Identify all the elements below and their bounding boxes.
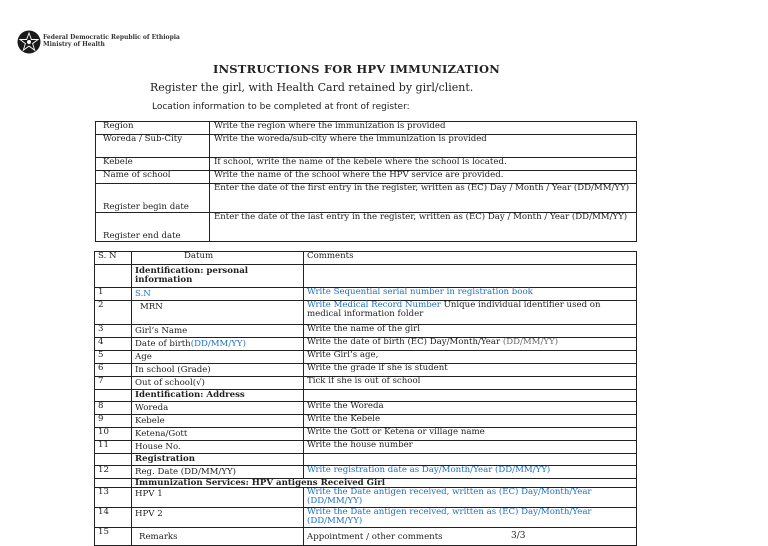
location-label: Region	[96, 122, 210, 135]
table-row	[95, 338, 637, 351]
row-field: Date of birth(DD/MM/YY)	[132, 338, 304, 351]
row-field: HPV 1	[132, 488, 304, 508]
location-label: Register begin date	[96, 184, 210, 213]
table-row	[95, 288, 637, 301]
location-desc: Enter the date of the last entry in the register, written as (EC) Day / Month / Year (DD/MM/YY)	[210, 213, 637, 242]
location-desc: Write the region where the immunization is provided	[210, 122, 637, 135]
datum-table	[94, 251, 637, 546]
section-row	[95, 390, 637, 402]
section-row	[95, 265, 637, 288]
row-sn: 11	[95, 441, 132, 454]
row-field: MRN	[132, 301, 304, 325]
row-comment: Write the Date antigen received, written as (EC) Day/Month/Year (DD/MM/YY)	[304, 508, 637, 528]
table-row	[95, 415, 637, 428]
row-sn: 8	[95, 402, 132, 415]
ministry-header	[43, 34, 180, 48]
section-registration: Registration	[132, 454, 304, 466]
location-desc: Write the woreda/sub-city where the immunization is provided	[210, 135, 637, 158]
table-row	[96, 171, 637, 184]
row-field: Reg. Date (DD/MM/YY)	[132, 466, 304, 479]
section-row	[95, 454, 637, 466]
row-field: HPV 2	[132, 508, 304, 528]
row-field: Remarks	[132, 528, 304, 546]
row-sn: 7	[95, 377, 132, 390]
table-row	[95, 428, 637, 441]
section-personal: Identification: personal information	[132, 265, 304, 288]
table-row	[95, 441, 637, 454]
row-comment: Write registration date as Day/Month/Year (DD/MM/YY)	[304, 466, 637, 479]
row-comment: Write the Date antigen received, written as (EC) Day/Month/Year (DD/MM/YY)	[304, 488, 637, 508]
row-comment: Tick if she is out of school	[304, 377, 637, 390]
header-line-2: Ministry of Health	[43, 41, 105, 48]
row-sn: 13	[95, 488, 132, 508]
document-subtitle: Register the girl, with Health Card retained by girl/client.	[150, 81, 474, 94]
row-field: Woreda	[132, 402, 304, 415]
row-field: Kebele	[132, 415, 304, 428]
table-row	[95, 402, 637, 415]
row-comment: Write the Gott or Ketena or village name	[304, 428, 637, 441]
table-row	[96, 213, 637, 242]
row-sn: 4	[95, 338, 132, 351]
location-label: Kebele	[96, 158, 210, 171]
location-table	[95, 121, 637, 242]
row-field: Girl’s Name	[132, 325, 304, 338]
table-row	[95, 351, 637, 364]
table-row	[95, 301, 637, 325]
ethiopia-emblem-logo	[17, 30, 41, 54]
row-comment: Write the Kebele	[304, 415, 637, 428]
row-sn: 15	[95, 528, 132, 546]
header-datum: Datum	[132, 252, 304, 265]
location-desc: If school, write the name of the kebele where the school is located.	[210, 158, 637, 171]
location-note: Location information to be completed at front of register:	[152, 102, 410, 112]
header-sn: S. N	[95, 252, 132, 265]
row-sn: 3	[95, 325, 132, 338]
row-comment: Appointment / other comments	[304, 528, 637, 546]
row-sn: 9	[95, 415, 132, 428]
row-sn: 1	[95, 288, 132, 301]
row-sn: 12	[95, 466, 132, 479]
row-sn: 5	[95, 351, 132, 364]
section-address: Identification: Address	[132, 390, 304, 402]
row-field: In school (Grade)	[132, 364, 304, 377]
table-row	[96, 184, 637, 213]
table-row	[95, 466, 637, 479]
table-row	[95, 377, 637, 390]
row-comment: Write Medical Record Number Unique individual identifier used on medical information folder	[304, 301, 637, 325]
table-row	[95, 508, 637, 528]
row-comment: Write Girl’s age,	[304, 351, 637, 364]
table-row	[95, 325, 637, 338]
row-sn: 2	[95, 301, 132, 325]
row-sn: 10	[95, 428, 132, 441]
page-number: 3/3	[511, 531, 526, 541]
row-sn: 6	[95, 364, 132, 377]
location-desc: Enter the date of the first entry in the register, written as (EC) Day / Month / Year (DD/MM/YY)	[210, 184, 637, 213]
row-field: S.N	[132, 288, 304, 301]
section-immunization: Immunization Services: HPV antigens Received Girl	[132, 479, 637, 488]
header-line-1: Federal Democratic Republic of Ethiopia	[43, 34, 180, 41]
table-header-row	[95, 252, 637, 265]
row-comment: Write the name of the girl	[304, 325, 637, 338]
document-title: INSTRUCTIONS FOR HPV IMMUNIZATION	[213, 62, 500, 76]
table-row	[96, 135, 637, 158]
location-label: Register end date	[96, 213, 210, 242]
location-label: Woreda / Sub-City	[96, 135, 210, 158]
table-row	[95, 364, 637, 377]
row-comment: Write the date of birth (EC) Day/Month/Year (DD/MM/YY)	[304, 338, 637, 351]
location-label: Name of school	[96, 171, 210, 184]
row-comment: Write the house number	[304, 441, 637, 454]
header-comments: Comments	[304, 252, 637, 265]
row-comment: Write Sequential serial number in registration book	[304, 288, 637, 301]
row-comment: Write the Woreda	[304, 402, 637, 415]
row-field: House No.	[132, 441, 304, 454]
table-row	[95, 488, 637, 508]
row-sn: 14	[95, 508, 132, 528]
row-comment: Write the grade if she is student	[304, 364, 637, 377]
location-desc: Write the name of the school where the HPV service are provided.	[210, 171, 637, 184]
row-field: Out of school(√)	[132, 377, 304, 390]
table-row	[96, 158, 637, 171]
row-field: Age	[132, 351, 304, 364]
row-field: Ketena/Gott	[132, 428, 304, 441]
table-row	[96, 122, 637, 135]
